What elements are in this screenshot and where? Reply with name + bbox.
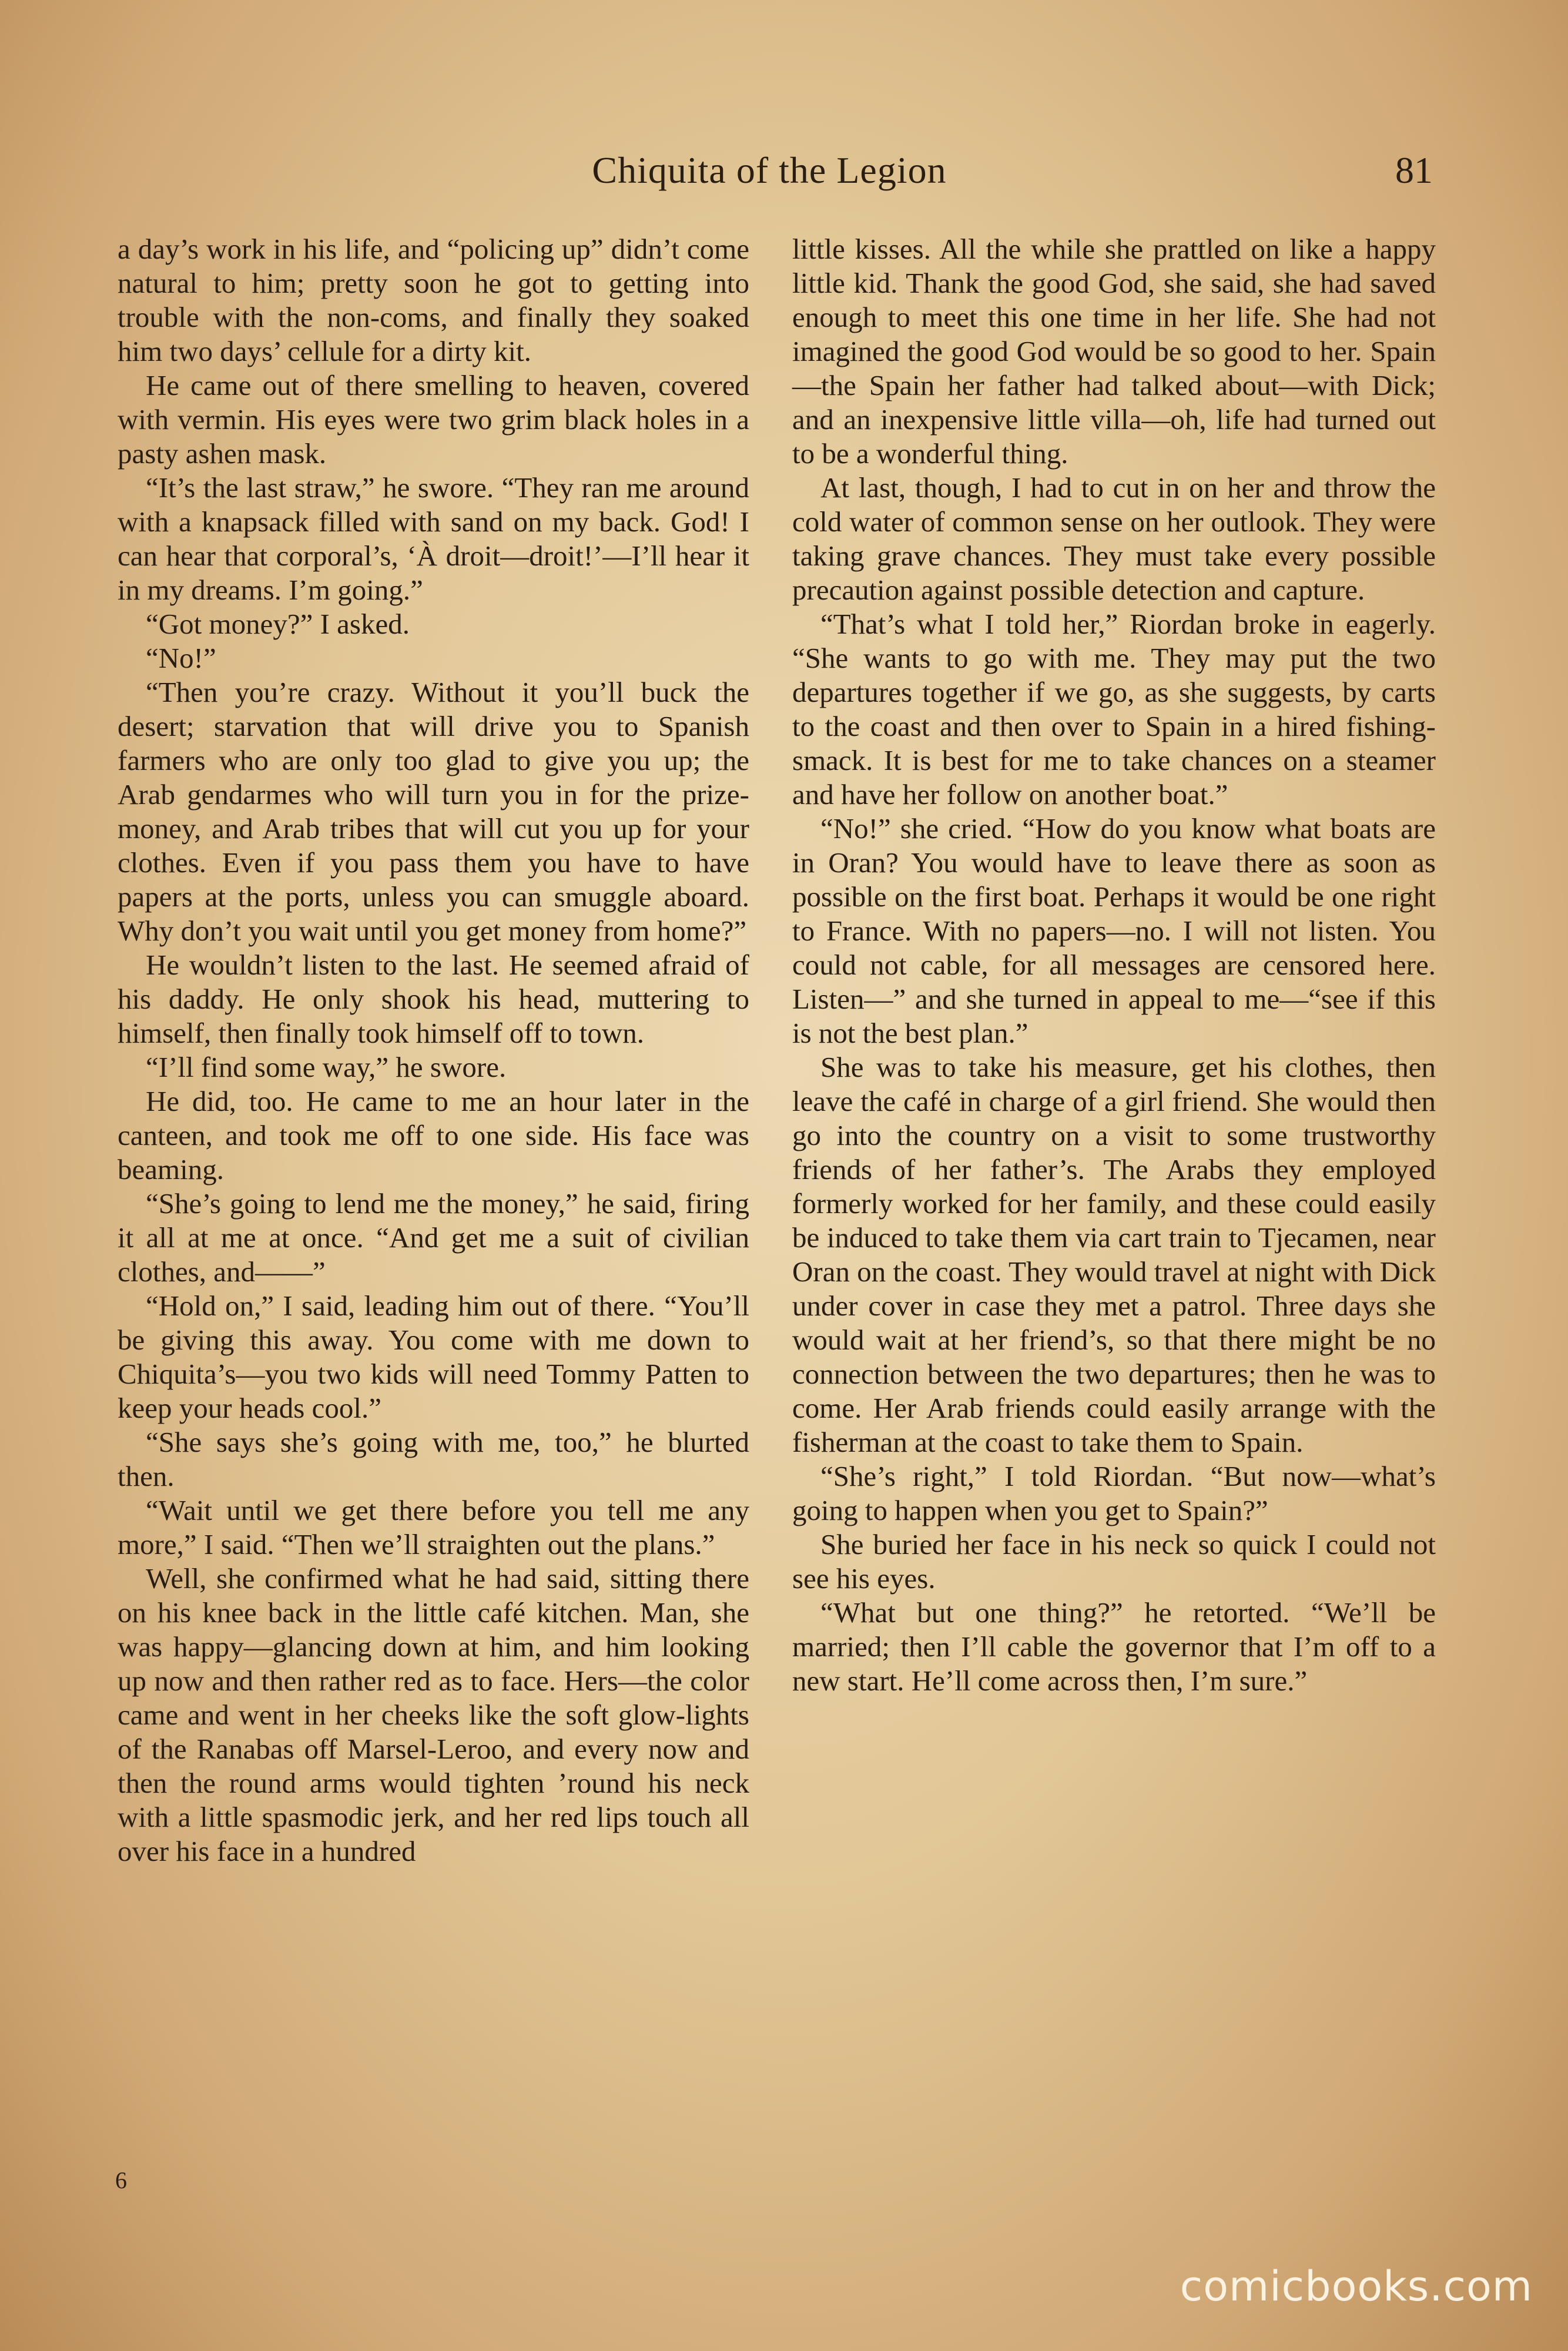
paragraph: “What but one thing?” he retorted. “We’ll be married; then I’ll cable the governor that I’m off to a new start. He’ll come across then, I’m sure.” (792, 1596, 1436, 1697)
paragraph: little kisses. All the while she prattled on like a happy little kid. Thank the good God, she said, she had saved enough to meet this one time in her life. She had not imagined the good God would be so good to her. Spain—the Spain her father had talked about—with Dick; and an inexpensive little villa—oh, life had turned out to be a wonderful thing. (792, 233, 1436, 470)
paragraph: “Got money?” I asked. (146, 608, 410, 640)
paragraph: “It’s the last straw,” he swore. “They ran me around with a knapsack filled with sand on my back. God! I can hear that corporal’s, ‘À droit—droit!’—I’ll hear it in my dreams. I’m going.” (118, 471, 749, 606)
running-title: Chiquita of the Legion (592, 149, 947, 191)
paragraph: He did, too. He came to me an hour later in the canteen, and took me off to one side. His face was beaming. (118, 1085, 749, 1185)
paragraph: He came out of there smelling to heaven, covered with vermin. His eyes were two grim black holes in a pasty ashen mask. (118, 369, 749, 470)
paragraph: “That’s what I told her,” Riordan broke in eagerly. “She wants to go with me. They may put the two departures together if we go, as she suggests, by carts to the coast and then over to Spain in a hired fishing-smack. It is best for me to take chances on a steamer and have her follow on another boat.” (792, 608, 1436, 811)
paragraph: “Wait until we get there before you tell me any more,” I said. “Then we’ll straighten out the plans.” (118, 1494, 749, 1560)
right-column (792, 232, 1436, 1698)
paragraph: She buried her face in his neck so quick I could not see his eyes. (792, 1528, 1436, 1595)
paragraph: “I’ll find some way,” he swore. (146, 1051, 507, 1083)
paragraph: “No!” she cried. “How do you know what boats are in Oran? You would have to leave there as soon as possible on the first boat. Perhaps it would be one right to France. With no papers—no. I will not listen. You could not cable, for all messages are censored here. Listen—” and she turned in appeal to me—“see if this is not the best plan.” (792, 812, 1436, 1049)
paragraph: “Then you’re crazy. Without it you’ll buck the desert; starvation that will drive you to Spanish farmers who are only too glad to give you up; the Arab gendarmes who will turn you in for the prize-money, and Arab tribes that will cut you up for your clothes. Even if you pass them you have to have papers at the ports, unless you can smuggle aboard. Why don’t you wait until you get money from home?” (118, 676, 749, 947)
paragraph: “No!” (146, 642, 216, 674)
signature-mark: 6 (115, 2167, 127, 2193)
running-header (106, 144, 1433, 197)
paragraph: He wouldn’t listen to the last. He seemed afraid of his daddy. He only shook his head, muttering to himself, then finally took himself off to town. (118, 949, 749, 1049)
paragraph: “She’s going to lend me the money,” he said, firing it all at me at once. “And get me a suit of civilian clothes, and——” (118, 1187, 749, 1288)
paragraph: Well, she confirmed what he had said, sitting there on his knee back in the little café kitchen. Man, she was happy—glancing down at him, and him looking up now and then rather red as to face. Hers—the color came and went in her cheeks like the soft glow-lights of the Ranabas off Marsel-Leroo, and every now and then the round arms would tighten ’round his neck with a little spasmodic jerk, and her red lips touch all over his face in a hundred (118, 1562, 749, 1867)
paragraph: “She says she’s going with me, too,” he blurted then. (118, 1426, 749, 1492)
page-number: 81 (1395, 149, 1433, 191)
left-column (118, 232, 749, 1868)
paragraph: a day’s work in his life, and “policing up” didn’t come natural to him; pretty soon he got to getting into trouble with the non-coms, and finally they soaked him two days’ cellule for a dirty kit. (118, 233, 749, 367)
paragraph: “She’s right,” I told Riordan. “But now—what’s going to happen when you get to Spain?” (792, 1460, 1436, 1526)
paragraph: “Hold on,” I said, leading him out of there. “You’ll be giving this away. You come with me down to Chiquita’s—you two kids will need Tommy Patten to keep your heads cool.” (118, 1290, 749, 1424)
paragraph: At last, though, I had to cut in on her and throw the cold water of common sense on her outlook. They were taking grave chances. They must take every possible precaution against possible detection and capture. (792, 471, 1436, 606)
comicbooks-watermark: comicbooks.com (1180, 2262, 1533, 2310)
paragraph: She was to take his measure, get his clothes, then leave the café in charge of a girl friend. She would then go into the country on a visit to some trustworthy friends of her father’s. The Arabs they employed formerly worked for her family, and these could easily be induced to take them via cart train to Tjecamen, near Oran on the coast. They would travel at night with Dick under cover in case they met a patrol. Three days she would wait at her friend’s, so that there might be no connection between the two departures; then he was to come. Her Arab friends could easily arrange with the fisherman at the coast to take them to Spain. (792, 1051, 1436, 1458)
